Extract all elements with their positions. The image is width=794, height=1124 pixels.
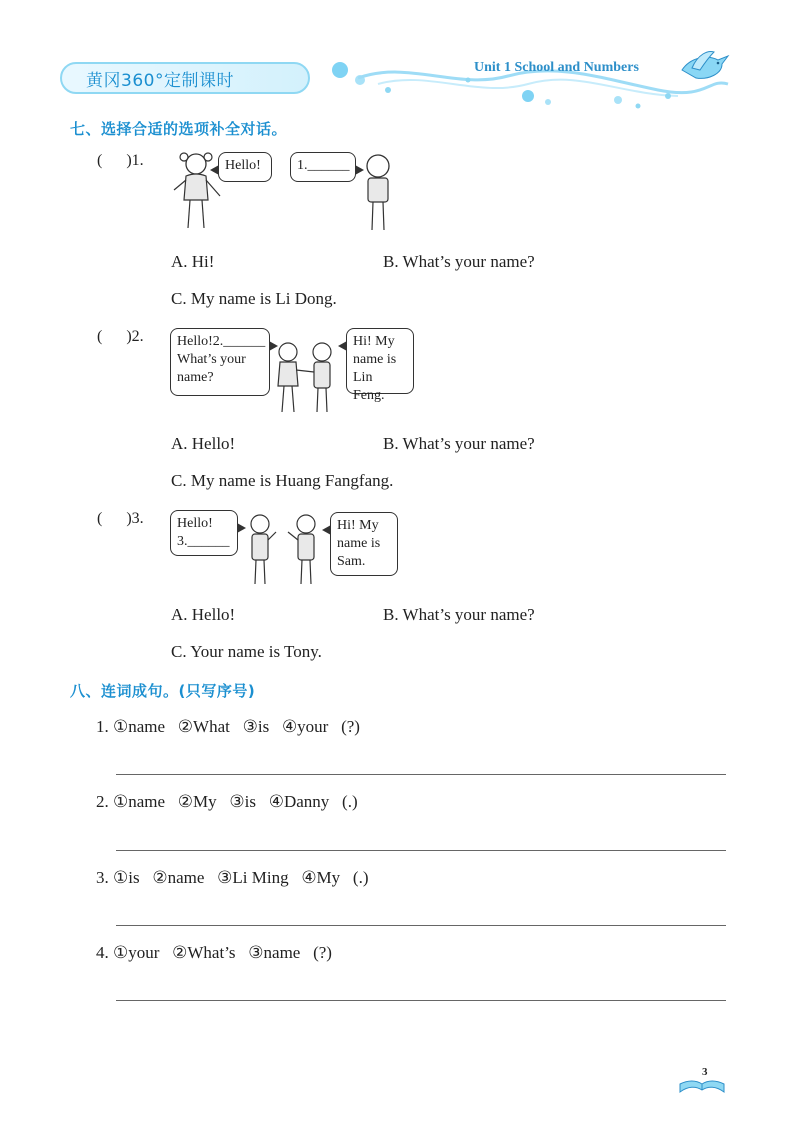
page-number: 3 bbox=[702, 1066, 708, 1078]
speech-bubble-girl: Hello!2.______ What’s your name? bbox=[170, 328, 270, 396]
q2-option-c: C. My name is Huang Fangfang. bbox=[171, 471, 394, 490]
unit-title: Unit 1 School and Numbers bbox=[474, 60, 639, 75]
q3-option-b: B. What’s your name? bbox=[383, 605, 535, 624]
handshake-figures-icon bbox=[270, 340, 340, 416]
bird-icon bbox=[678, 48, 730, 84]
two-boys-figures-icon bbox=[240, 512, 324, 588]
q3-option-a: A. Hello! bbox=[171, 605, 236, 624]
answer-line-4[interactable] bbox=[116, 1000, 726, 1001]
q2-option-a: A. Hello! bbox=[171, 434, 236, 453]
section-8-title: 八、连词成句。(只写序号) bbox=[70, 682, 256, 700]
section-7-title: 七、选择合适的选项补全对话。 bbox=[70, 120, 288, 138]
speech-bubble-boy-left: Hello! 3.______ bbox=[170, 510, 238, 556]
sentence-item-4: 4. ①your ②What’s ③name (?) bbox=[96, 943, 332, 962]
q2-option-b: B. What’s your name? bbox=[383, 434, 535, 453]
open-book-icon bbox=[678, 1078, 726, 1096]
question-3-prefix: ( )3. bbox=[97, 510, 144, 527]
answer-line-1[interactable] bbox=[116, 774, 726, 775]
sentence-item-1: 1. ①name ②What ③is ④your (?) bbox=[96, 717, 360, 736]
sentence-item-3: 3. ①is ②name ③Li Ming ④My (.) bbox=[96, 868, 369, 887]
q1-option-b: B. What’s your name? bbox=[383, 252, 535, 271]
answer-line-2[interactable] bbox=[116, 850, 726, 851]
header-wave-decoration bbox=[318, 50, 738, 110]
q1-option-c: C. My name is Li Dong. bbox=[171, 289, 337, 308]
answer-line-3[interactable] bbox=[116, 925, 726, 926]
question-1-prefix: ( )1. bbox=[97, 152, 144, 169]
q1-option-a: A. Hi! bbox=[171, 252, 215, 271]
speech-bubble-boy: 1.______ bbox=[290, 152, 356, 182]
question-2-prefix: ( )2. bbox=[97, 328, 144, 345]
boy-figure-icon bbox=[358, 150, 398, 236]
sentence-item-2: 2. ①name ②My ③is ④Danny (.) bbox=[96, 792, 358, 811]
q3-option-c: C. Your name is Tony. bbox=[171, 642, 322, 661]
speech-bubble-boy-right: Hi! My name is Sam. bbox=[330, 512, 398, 576]
speech-bubble-boy: Hi! My name is Lin Feng. bbox=[346, 328, 414, 394]
book-title: 黄冈360°定制课时 bbox=[86, 71, 234, 91]
speech-bubble-girl: Hello! bbox=[218, 152, 272, 182]
